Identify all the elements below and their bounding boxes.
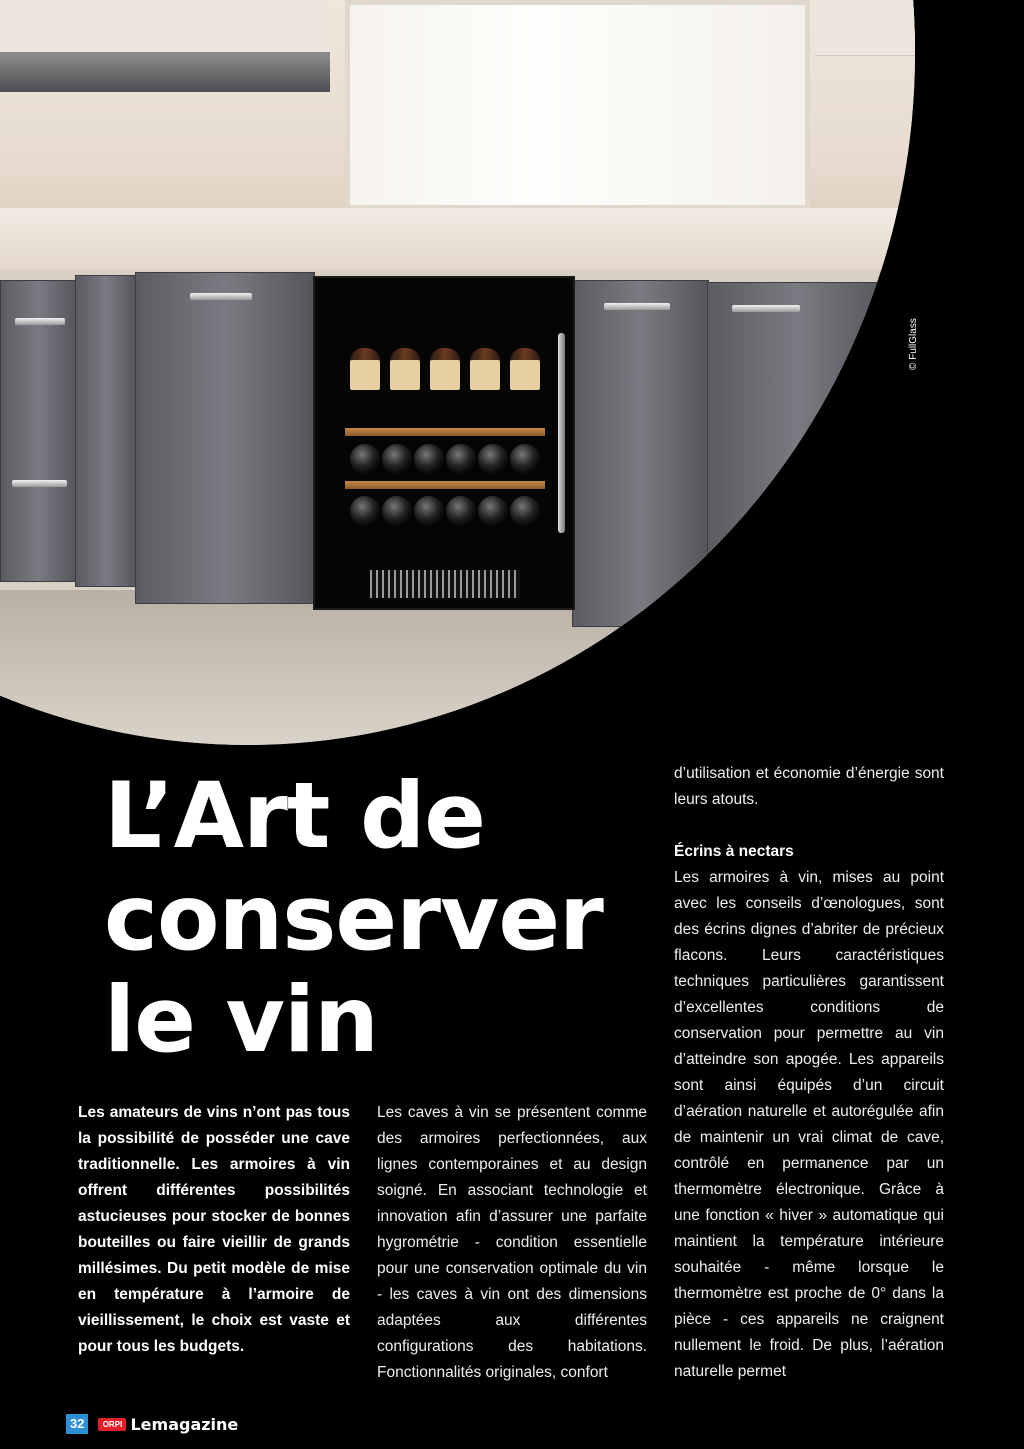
- magazine-name: Lemagazine: [130, 1414, 239, 1434]
- title-line-3: le vin: [104, 968, 378, 1073]
- article-title: [104, 766, 603, 1072]
- intro-column: [78, 1100, 350, 1360]
- title-line-2: conserver: [104, 866, 603, 971]
- page-number: 32: [66, 1414, 88, 1434]
- body-paragraph: Les armoires à vin, mises au point avec les conseils d’œnologues, sont des écrins dignes d’abriter de précieux flacons. Leurs caractéristiques techniques particulières garantissent d’excellentes conditions de conservation pour permettre au vin d’atteindre son apogée. Les appareils sont ainsi équipés d’un circuit d’aération naturelle et autorégulée afin de maintenir un vrai climat de cave, contrôlé en permanence par un thermomètre électronique. Grâce à une fonction « hiver » automatique qui maintient la température intérieure souhaitée - même lorsque le thermomètre est proche de 0° dans la pièce - ces appareils ne craignent nullement le froid. De plus, l’aération naturelle permet: [674, 869, 944, 1380]
- kitchen-photo: [0, 0, 915, 745]
- orpi-logo: ORPI: [98, 1418, 126, 1431]
- wine-cabinet: [313, 276, 575, 610]
- kitchen-window: [345, 0, 810, 210]
- body-paragraph-continued: d’utilisation et économie d’énergie sont leurs atouts.: [674, 765, 944, 808]
- subheading: Écrins à nectars: [674, 843, 794, 860]
- body-column-3: [674, 761, 944, 1385]
- body-column-2: [377, 1100, 647, 1386]
- title-line-1: L’Art de: [104, 764, 485, 869]
- page-footer: [66, 1412, 238, 1436]
- intro-paragraph: Les amateurs de vins n’ont pas tous la possibilité de posséder une cave traditionnelle. Les armoires à vin offrent différentes possibilités astucieuses pour stocker de bonnes bouteilles ou faire vieillir de grands millésimes. Du petit modèle de mise en température à l’armoire de vieillissement, le choix est vaste et pour tous les budgets.: [78, 1104, 350, 1355]
- body-paragraph: Les caves à vin se présentent comme des armoires perfectionnées, aux lignes contemporaines et au design soigné. En associant technologie et innovation afin d’assurer une parfaite hygrométrie - condition essentielle pour une conservation optimale du vin - les caves à vin ont des dimensions adaptées aux différentes configurations des habitations. Fonctionnalités originales, confort: [377, 1104, 647, 1381]
- photo-credit: © FullGlass: [908, 318, 919, 370]
